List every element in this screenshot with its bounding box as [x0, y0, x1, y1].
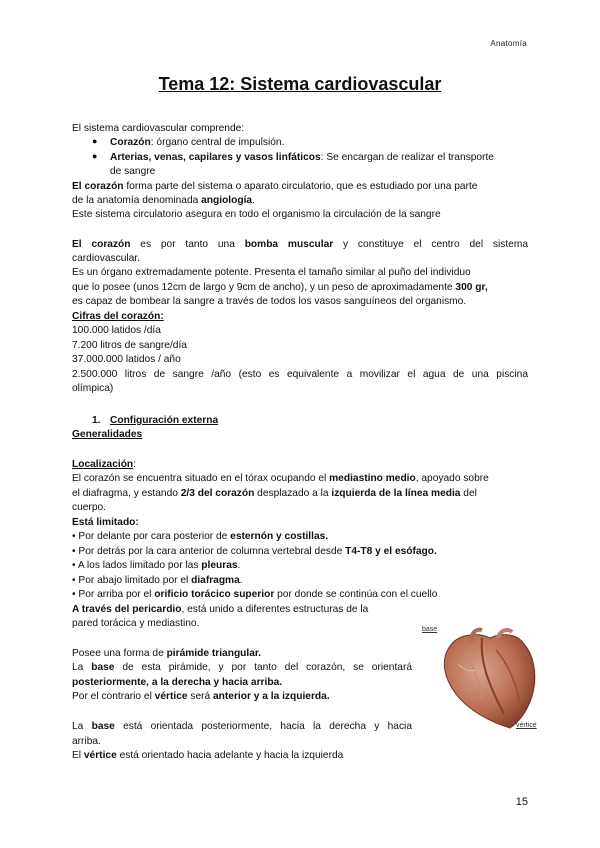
heart-figure [420, 624, 546, 732]
paragraph-base-orientacion: La base de esta pirámide, y por tanto del corazón, se orientará [72, 662, 412, 673]
paragraph-cuerpo: cuerpo. [72, 502, 106, 513]
bullet-corazon: Corazón: órgano central de impulsión. [110, 137, 285, 148]
paragraph-diafragma: el diafragma, y estando 2/3 del corazón desplazado a la izquierda de la línea media del [72, 488, 477, 499]
cifra-litros-ano-cont: olímpica) [72, 383, 114, 394]
intro-lead: El sistema cardiovascular comprende: [72, 123, 245, 134]
paragraph-arriba: arriba. [72, 736, 101, 747]
subheading-generalidades: Generalidades [72, 429, 143, 440]
paragraph-vertice-orientacion: Por el contrario el vértice será anterior y a la izquierda. [72, 691, 330, 702]
section-number: 1. [92, 415, 101, 426]
paragraph-bomba-muscular: El corazón es por tanto una bomba muscular y constituye el centro del sistema [72, 239, 528, 250]
paragraph-vertice-adelante: El vértice está orientado hacia adelante y hacia la izquierda [72, 750, 344, 761]
paragraph-angiologia: de la anatomía denominada angiología. [72, 195, 255, 206]
heart-illustration-icon [420, 624, 546, 732]
paragraph-pericardio: A través del pericardio, está unido a diferentes estructuras de la [72, 604, 369, 615]
cifras-heading: Cifras del corazón: [72, 311, 164, 322]
paragraph-piramide: Posee una forma de pirámide triangular. [72, 648, 262, 659]
cifra-litros-ano: 2.500.000 litros de sangre /año (esto es equivalente a movilizar el agua de una piscina [72, 369, 528, 380]
bullet-dot-icon: ● [92, 151, 98, 161]
paragraph-tamano-peso: que lo posee (unos 12cm de largo y 9cm de ancho), y un peso de aproximadamente 300 gr, [72, 282, 488, 293]
limit-lados: • A los lados limitado por las pleuras. [72, 560, 241, 571]
heading-limitado: Está limitado: [72, 517, 139, 528]
paragraph-pared-toracica: pared torácica y mediastino. [72, 618, 200, 629]
paragraph-corazon-sistema: El corazón forma parte del sistema o aparato circulatorio, que es estudiado por una parte [72, 181, 478, 192]
paragraph-mediastino: El corazón se encuentra situado en el tórax ocupando el mediastino medio, apoyado sobre [72, 473, 489, 484]
page-title: Tema 12: Sistema cardiovascular [158, 74, 442, 94]
limit-delante: • Por delante por cara posterior de esternón y costillas. [72, 531, 329, 542]
paragraph-circulacion: Este sistema circulatorio asegura en todo el organismo la circulación de la sangre [72, 209, 441, 220]
paragraph-base-posterior: La base está orientada posteriormente, hacia la derecha y hacia [72, 721, 412, 732]
header-subject-tag: Anatomía [490, 39, 527, 48]
figure-label-base: base [422, 626, 438, 633]
limit-abajo: • Por abajo limitado por el diafragma. [72, 575, 243, 586]
figure-label-vertice: vértice [516, 722, 537, 729]
paragraph-cardiovascular: cardiovascular. [72, 253, 140, 264]
cifra-latidos-ano: 37.000.000 latidos / año [72, 354, 181, 365]
limit-detras: • Por detrás por la cara anterior de columna vertebral desde T4-T8 y el esófago. [72, 546, 437, 557]
page-number: 15 [515, 796, 528, 808]
bullet-dot-icon: ● [92, 136, 98, 146]
section-heading-configuracion: Configuración externa [110, 415, 219, 426]
cifra-litros-dia: 7.200 litros de sangre/día [72, 340, 187, 351]
bullet-vasos: Arterias, venas, capilares y vasos linfáticos: Se encargan de realizar el transporte [110, 152, 494, 163]
paragraph-bombear: es capaz de bombear la sangre a través de todos los vasos sanguíneos del organismo. [72, 296, 467, 307]
bullet-vasos-cont: de sangre [110, 166, 156, 177]
paragraph-posteriormente: posteriormente, a la derecha y hacia arriba. [72, 677, 283, 688]
limit-arriba: • Por arriba por el orificio torácico superior por donde se continúa con el cuello [72, 589, 438, 600]
heading-localizacion: Localización: [72, 459, 136, 470]
cifra-latidos-dia: 100.000 latidos /día [72, 325, 161, 336]
paragraph-organo-potente: Es un órgano extremadamente potente. Presenta el tamaño similar al puño del individuo [72, 267, 471, 278]
